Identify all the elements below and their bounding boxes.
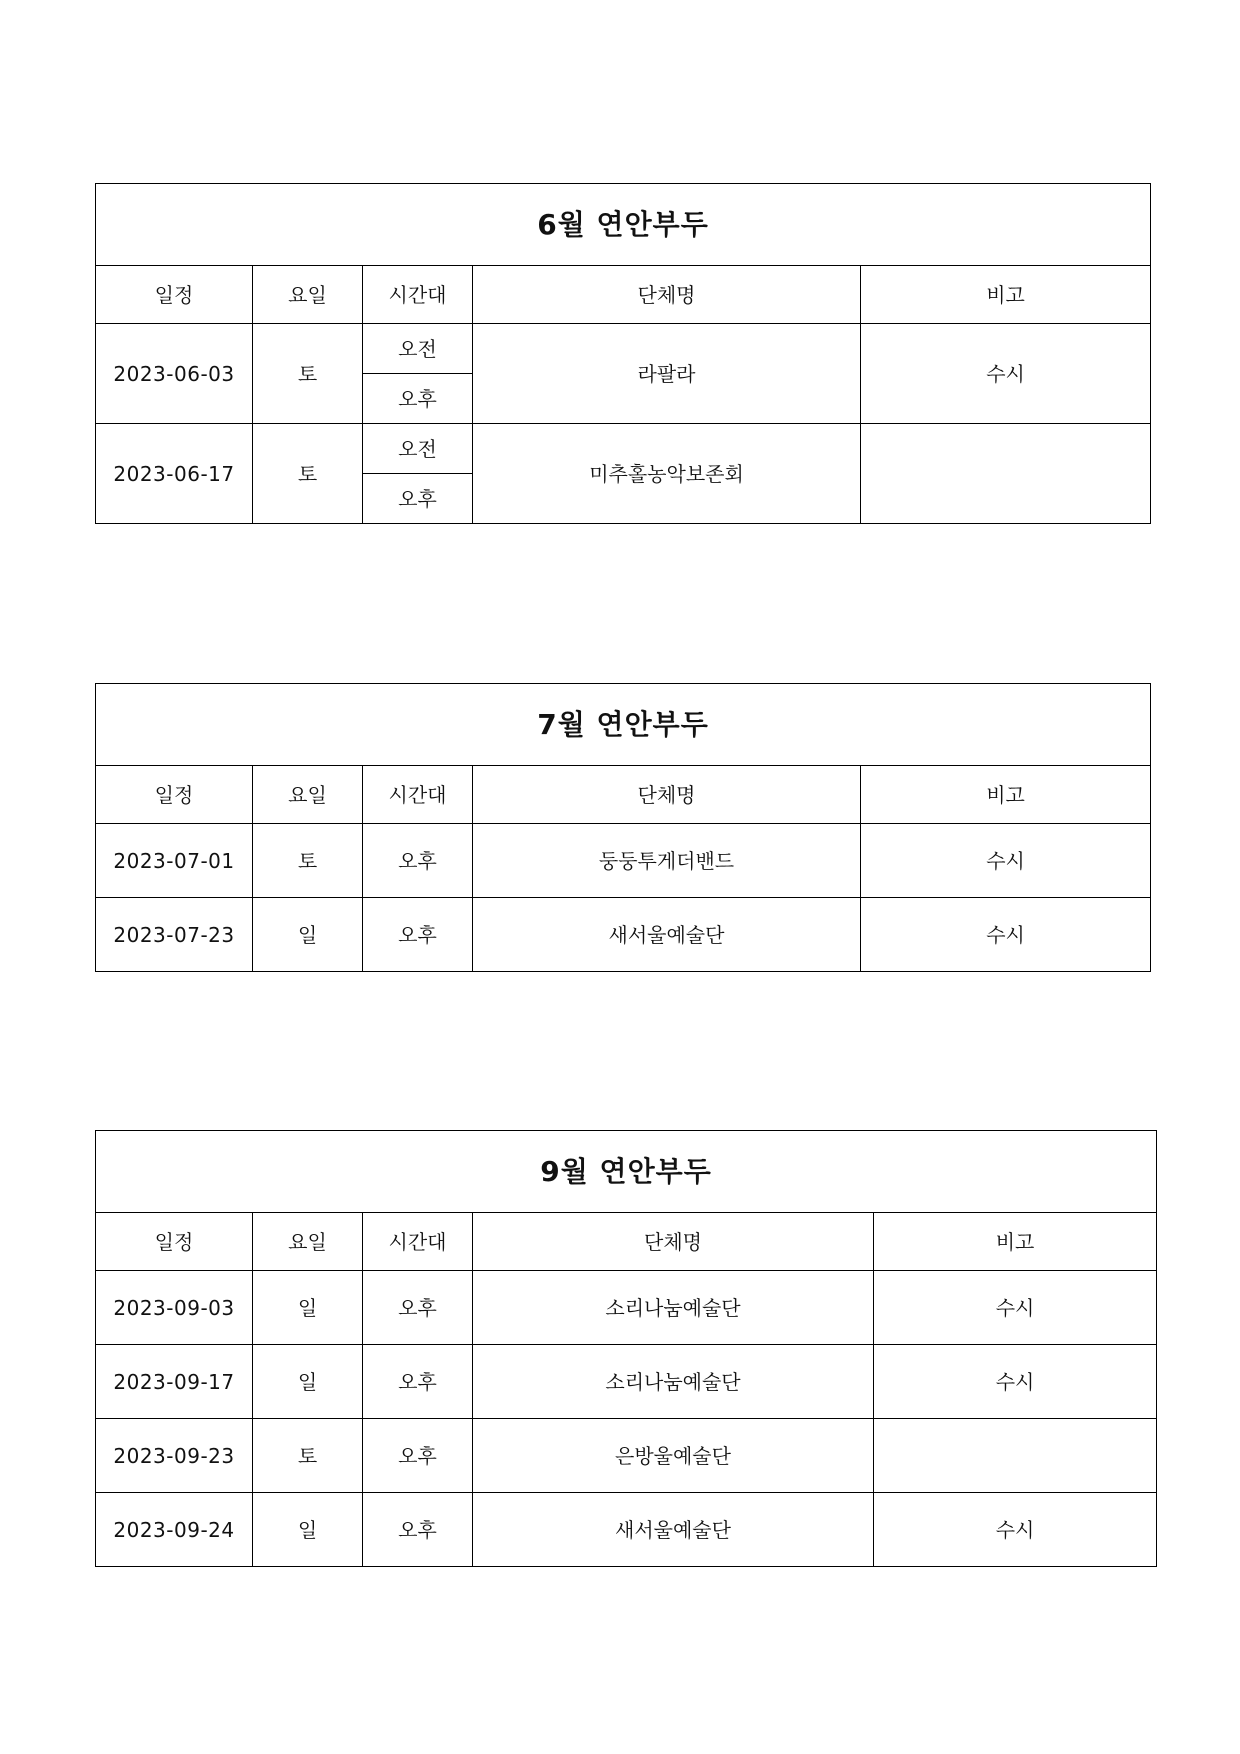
group-cell: 라팔라 <box>473 324 861 424</box>
header-date: 일정 <box>96 266 253 324</box>
note-cell <box>861 424 1151 524</box>
table-title: 9월 연안부두 <box>96 1131 1157 1213</box>
header-row <box>96 1213 1157 1271</box>
day-cell: 일 <box>253 1493 363 1567</box>
header-row <box>96 766 1151 824</box>
day-cell: 토 <box>253 824 363 898</box>
header-note: 비고 <box>874 1213 1157 1271</box>
header-time: 시간대 <box>363 266 473 324</box>
table-row <box>96 898 1151 972</box>
header-date: 일정 <box>96 766 253 824</box>
date-cell: 2023-09-23 <box>96 1419 253 1493</box>
group-cell: 미추홀농악보존회 <box>473 424 861 524</box>
header-time: 시간대 <box>363 1213 473 1271</box>
note-cell: 수시 <box>874 1493 1157 1567</box>
date-cell: 2023-09-17 <box>96 1345 253 1419</box>
table-row <box>96 1271 1157 1345</box>
september-schedule-table <box>95 1130 1157 1567</box>
group-cell: 소리나눔예술단 <box>473 1271 874 1345</box>
table-title: 6월 연안부두 <box>96 184 1151 266</box>
table-row <box>96 1493 1157 1567</box>
time-cell: 오후 <box>363 374 473 424</box>
table-row <box>96 824 1151 898</box>
time-cell: 오전 <box>363 424 473 474</box>
time-cell: 오전 <box>363 324 473 374</box>
header-time: 시간대 <box>363 766 473 824</box>
day-cell: 일 <box>253 1271 363 1345</box>
time-cell: 오후 <box>363 474 473 524</box>
table-row <box>96 324 1151 374</box>
header-date: 일정 <box>96 1213 253 1271</box>
note-cell: 수시 <box>874 1271 1157 1345</box>
day-cell: 토 <box>253 1419 363 1493</box>
header-group: 단체명 <box>473 766 861 824</box>
header-group: 단체명 <box>473 266 861 324</box>
table-row <box>96 424 1151 474</box>
header-day: 요일 <box>253 266 363 324</box>
table-row <box>96 1345 1157 1419</box>
july-schedule-table <box>95 683 1151 972</box>
note-cell: 수시 <box>861 898 1151 972</box>
time-cell: 오후 <box>363 1345 473 1419</box>
group-cell: 소리나눔예술단 <box>473 1345 874 1419</box>
group-cell: 둥둥투게더밴드 <box>473 824 861 898</box>
day-cell: 일 <box>253 898 363 972</box>
note-cell: 수시 <box>874 1345 1157 1419</box>
header-note: 비고 <box>861 766 1151 824</box>
table-row <box>96 1419 1157 1493</box>
time-cell: 오후 <box>363 1271 473 1345</box>
time-cell: 오후 <box>363 1493 473 1567</box>
header-day: 요일 <box>253 766 363 824</box>
table-title: 7월 연안부두 <box>96 684 1151 766</box>
date-cell: 2023-07-01 <box>96 824 253 898</box>
time-cell: 오후 <box>363 824 473 898</box>
june-schedule-table <box>95 183 1151 524</box>
header-day: 요일 <box>253 1213 363 1271</box>
group-cell: 은방울예술단 <box>473 1419 874 1493</box>
time-cell: 오후 <box>363 1419 473 1493</box>
header-note: 비고 <box>861 266 1151 324</box>
date-cell: 2023-06-03 <box>96 324 253 424</box>
date-cell: 2023-09-24 <box>96 1493 253 1567</box>
day-cell: 일 <box>253 1345 363 1419</box>
date-cell: 2023-07-23 <box>96 898 253 972</box>
date-cell: 2023-09-03 <box>96 1271 253 1345</box>
header-row <box>96 266 1151 324</box>
group-cell: 새서울예술단 <box>473 898 861 972</box>
date-cell: 2023-06-17 <box>96 424 253 524</box>
day-cell: 토 <box>253 424 363 524</box>
time-cell: 오후 <box>363 898 473 972</box>
group-cell: 새서울예술단 <box>473 1493 874 1567</box>
day-cell: 토 <box>253 324 363 424</box>
header-group: 단체명 <box>473 1213 874 1271</box>
note-cell: 수시 <box>861 824 1151 898</box>
note-cell: 수시 <box>861 324 1151 424</box>
note-cell <box>874 1419 1157 1493</box>
